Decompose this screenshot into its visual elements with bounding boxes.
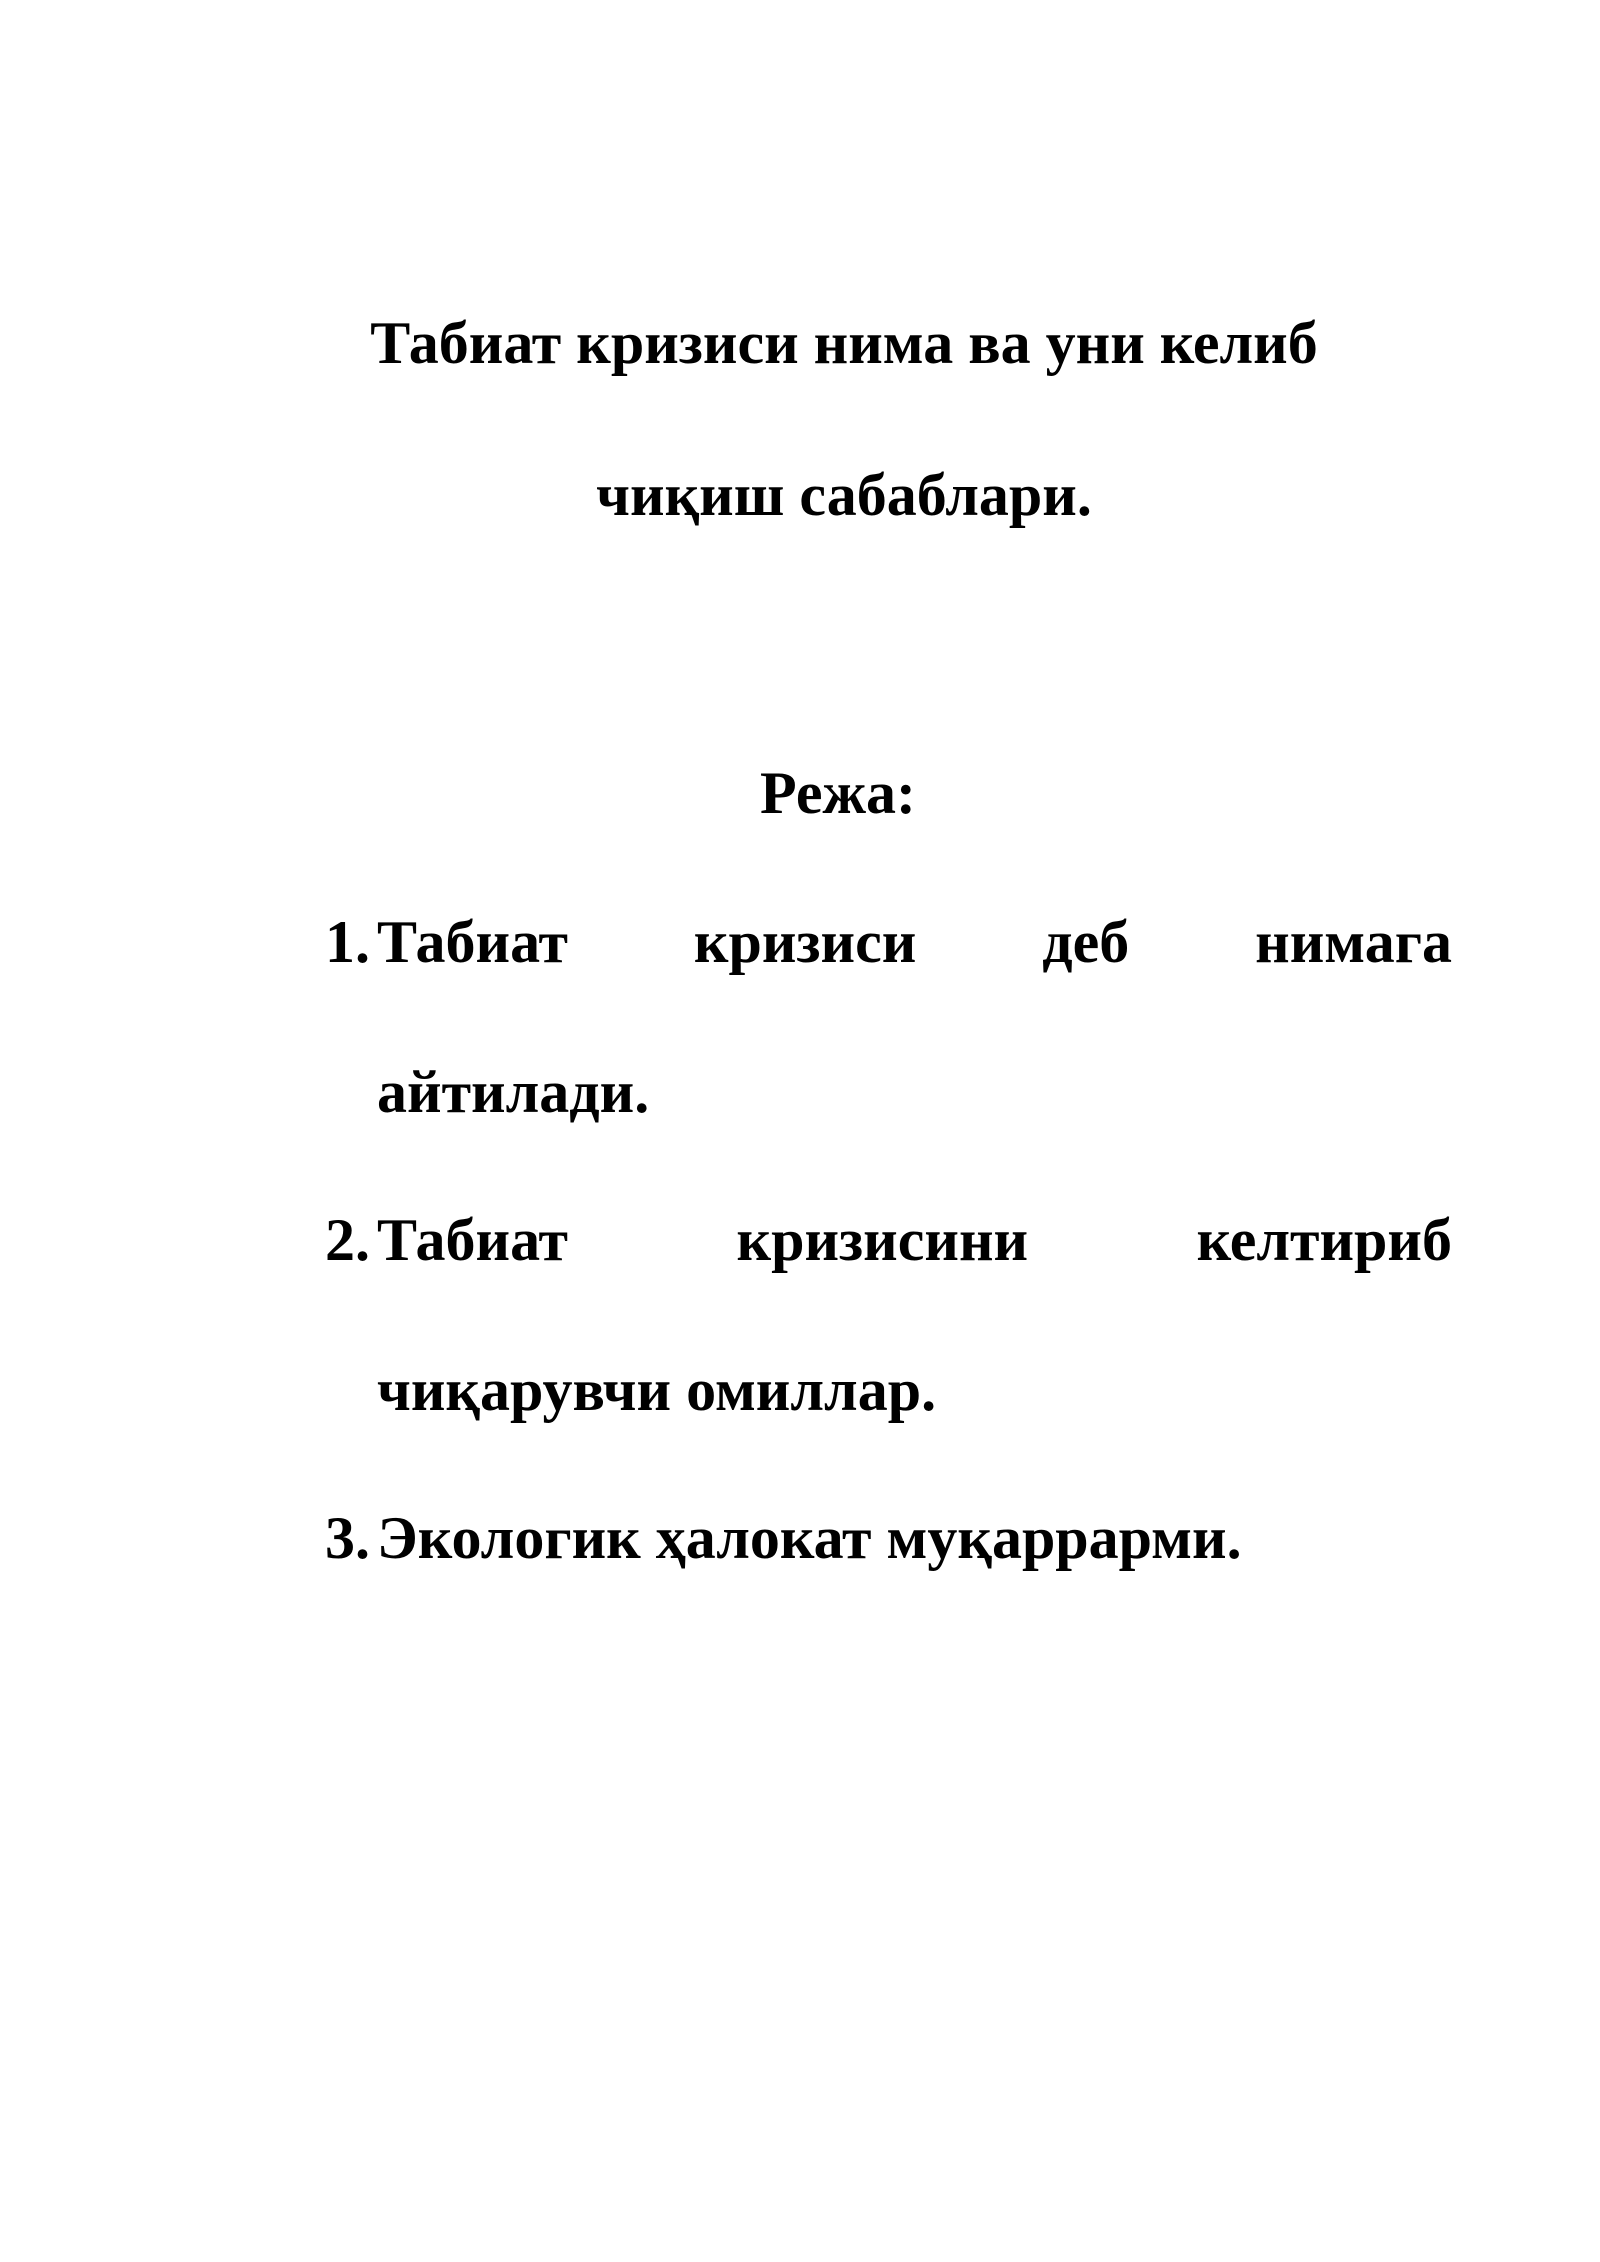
plan-item-line-1	[377, 1207, 1452, 1273]
plan-item-number: 1.	[325, 909, 370, 975]
plan-item-word: кризисини	[736, 1207, 1029, 1273]
plan-item-number: 3.	[325, 1505, 370, 1571]
plan-item-line-2: чиқарувчи омиллар.	[377, 1357, 937, 1423]
plan-item-line-2: айтилади.	[377, 1059, 650, 1125]
plan-item-line-1	[377, 909, 1452, 975]
plan-item-line-1: Экологик ҳалокат муқаррарми.	[377, 1505, 1242, 1571]
plan-item-number: 2.	[325, 1207, 370, 1273]
plan-item-word: Табиат	[377, 1207, 569, 1273]
document-title-line-1: Табиат кризиси нима ва уни келиб	[370, 310, 1318, 376]
plan-item-word: нимага	[1255, 909, 1452, 975]
plan-item-word: Табиат	[377, 909, 569, 975]
plan-item-word: келтириб	[1196, 1207, 1452, 1273]
plan-item-word: деб	[1042, 909, 1130, 975]
document-title-line-2: чиқиш сабаблари.	[596, 462, 1092, 528]
plan-item-word: кризиси	[693, 909, 917, 975]
plan-heading: Режа:	[760, 760, 916, 826]
